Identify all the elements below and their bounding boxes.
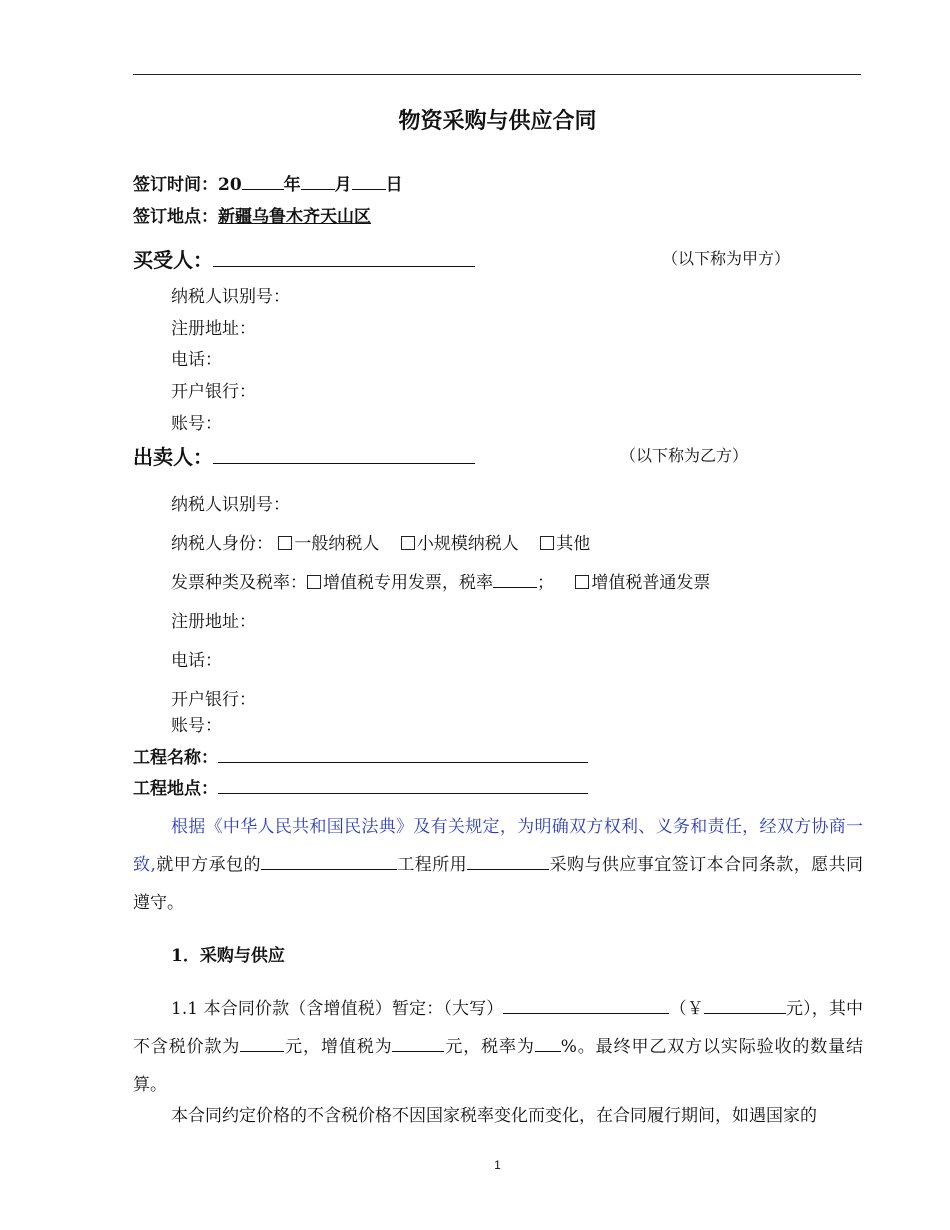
sign-place-line: [133, 202, 371, 227]
clause-1-1-b: （￥: [669, 999, 704, 1019]
clause-1-1-f: %。最终甲乙双方以实际验收的数量结算。: [133, 1037, 864, 1095]
buyer-line: [133, 244, 475, 273]
sign-date-label: 签订时间：: [133, 175, 218, 195]
buyer-label: 买受人：: [133, 248, 213, 272]
pretax-amount-blank[interactable]: [240, 1033, 284, 1052]
seller-label: 出卖人：: [133, 445, 213, 469]
buyer-phone: 电话：: [171, 350, 222, 370]
page-number: 1: [494, 1158, 501, 1172]
intro-part1: 就甲方承包的: [155, 855, 261, 875]
day-blank[interactable]: [352, 171, 386, 190]
identity-option-small[interactable]: 小规模纳税人: [401, 534, 519, 554]
project-place-blank[interactable]: [218, 775, 588, 794]
seller-tax-id: 纳税人识别号：: [171, 495, 290, 515]
rate-blank[interactable]: [535, 1033, 561, 1052]
project-name-line: [133, 743, 588, 768]
invoice-label: 发票种类及税率：: [171, 573, 307, 593]
buyer-name-blank[interactable]: [213, 246, 475, 267]
tax-rate-blank[interactable]: [493, 569, 537, 588]
material-blank[interactable]: [467, 851, 549, 870]
clause-1-1-c: 元），其中不含税价款为: [133, 999, 864, 1057]
seller-account: 账号：: [171, 716, 222, 736]
price-paragraph: 本合同约定价格的不含税价格不因国家税率变化而变化，在合同履行期间，如遇国家的: [171, 1106, 817, 1126]
clause-1-1-e: 元，税率为: [444, 1037, 535, 1057]
sign-place-label: 签订地点：: [133, 207, 218, 227]
vat-amount-blank[interactable]: [392, 1033, 444, 1052]
header-rule: [133, 74, 861, 75]
seller-address: 注册地址：: [171, 612, 256, 632]
seller-alias: （以下称为乙方）: [620, 446, 749, 465]
section-1-heading: 1．采购与供应: [171, 946, 285, 966]
seller-phone: 电话：: [171, 651, 222, 671]
seller-identity-line: [171, 529, 590, 554]
identity-option-general[interactable]: 一般纳税人: [278, 534, 379, 554]
checkbox-icon[interactable]: [401, 536, 415, 550]
invoice-option-normal[interactable]: 增值税普通发票: [575, 573, 710, 593]
buyer-bank: 开户银行：: [171, 382, 256, 402]
amount-words-blank[interactable]: [503, 995, 669, 1014]
seller-name-blank[interactable]: [213, 443, 475, 464]
month-text: 月: [334, 175, 352, 195]
intro-part2: 工程所用: [396, 855, 468, 875]
seller-identity-label: 纳税人身份：: [171, 534, 273, 554]
sign-date-line: [133, 170, 403, 195]
buyer-account: 账号：: [171, 414, 222, 434]
day-text: 日: [385, 175, 403, 195]
intro-paragraph: [133, 808, 863, 922]
checkbox-icon[interactable]: [540, 536, 554, 550]
seller-line: [133, 441, 475, 470]
buyer-tax-id: 纳税人识别号：: [171, 287, 290, 307]
invoice-sep: ；: [537, 573, 554, 593]
page-title: 物资采购与供应合同: [398, 108, 597, 134]
seller-bank: 开户银行：: [171, 690, 256, 710]
project-name-label: 工程名称：: [133, 748, 218, 768]
sign-date-year-prefix: 20: [218, 175, 242, 195]
year-text: 年: [283, 175, 301, 195]
checkbox-icon[interactable]: [307, 575, 321, 589]
project-place-line: [133, 774, 588, 799]
clause-1-1-d: 元，增值税为: [284, 1037, 393, 1057]
invoice-line: [171, 568, 710, 593]
checkbox-icon[interactable]: [278, 536, 292, 550]
clause-1-1: [133, 990, 863, 1104]
invoice-option-special[interactable]: 增值税专用发票，税率: [307, 573, 493, 593]
amount-number-blank[interactable]: [704, 995, 786, 1014]
contract-project-blank[interactable]: [261, 851, 397, 870]
buyer-alias: （以下称为甲方）: [662, 249, 791, 268]
sign-place-value: 新疆乌鲁木齐天山区: [218, 207, 371, 227]
year-blank[interactable]: [242, 171, 284, 190]
project-name-blank[interactable]: [218, 744, 588, 763]
clause-1-1-a: 1.1 本合同价款（含增值税）暂定：（大写）: [171, 999, 504, 1019]
month-blank[interactable]: [301, 171, 335, 190]
intro-part3: 采购与供应事宜签订本合同条款，愿共同遵守。: [133, 855, 864, 913]
project-place-label: 工程地点：: [133, 779, 218, 799]
intro-blue-text: 根据《中华人民共和国民法典》及有关规定，为明确双方权利、义务和责任，经双方协商一致,: [133, 817, 863, 875]
identity-option-other[interactable]: 其他: [540, 534, 590, 554]
checkbox-icon[interactable]: [575, 575, 589, 589]
buyer-address: 注册地址：: [171, 319, 256, 339]
